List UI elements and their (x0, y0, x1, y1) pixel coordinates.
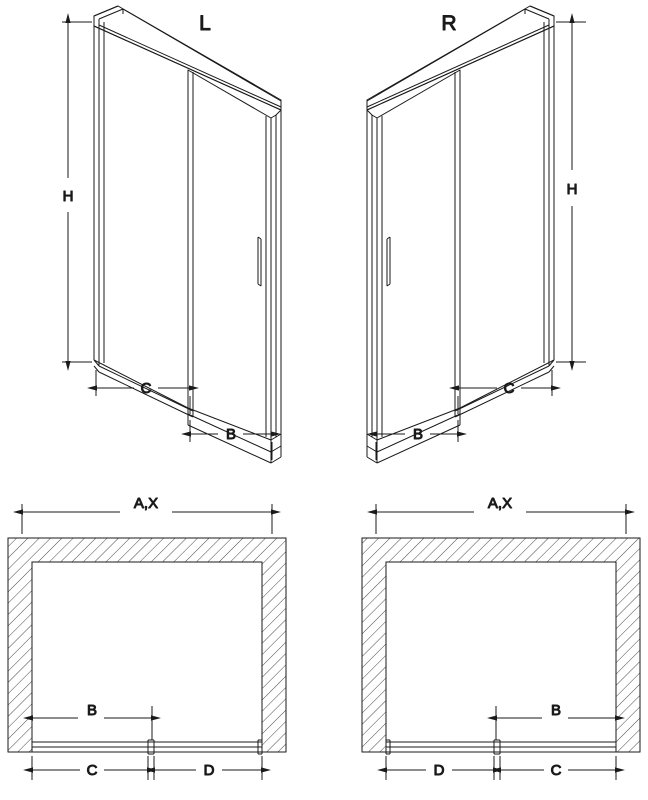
iso-right-dim-B-label: B (412, 426, 424, 443)
plan-left-view (8, 538, 286, 754)
iso-right-view (367, 6, 554, 463)
iso-left-dim-H-label: H (62, 188, 74, 205)
plan-left-dim-B-label: B (86, 702, 98, 719)
plan-right-dim-AX-label: A,X (487, 495, 513, 512)
plan-left-dim-C-label: C (86, 762, 98, 779)
iso-right-hand-label: R (441, 12, 457, 35)
plan-right-dim-D-label: D (433, 762, 445, 779)
plan-left-dim-D-label: D (203, 762, 215, 779)
iso-right-dim-C-label: C (503, 380, 515, 397)
iso-left-hand-label: L (199, 12, 211, 35)
plan-left-dim-AX-label: A,X (133, 495, 159, 512)
iso-left-dim-C-label: C (140, 380, 152, 397)
plan-right-dim-C-label: C (550, 762, 562, 779)
plan-right-dim-B-label: B (550, 702, 562, 719)
iso-left-view (94, 6, 281, 463)
iso-right-dim-H-label: H (566, 181, 578, 198)
plan-right-view (362, 538, 640, 754)
iso-left-dim-B-label: B (225, 426, 237, 443)
